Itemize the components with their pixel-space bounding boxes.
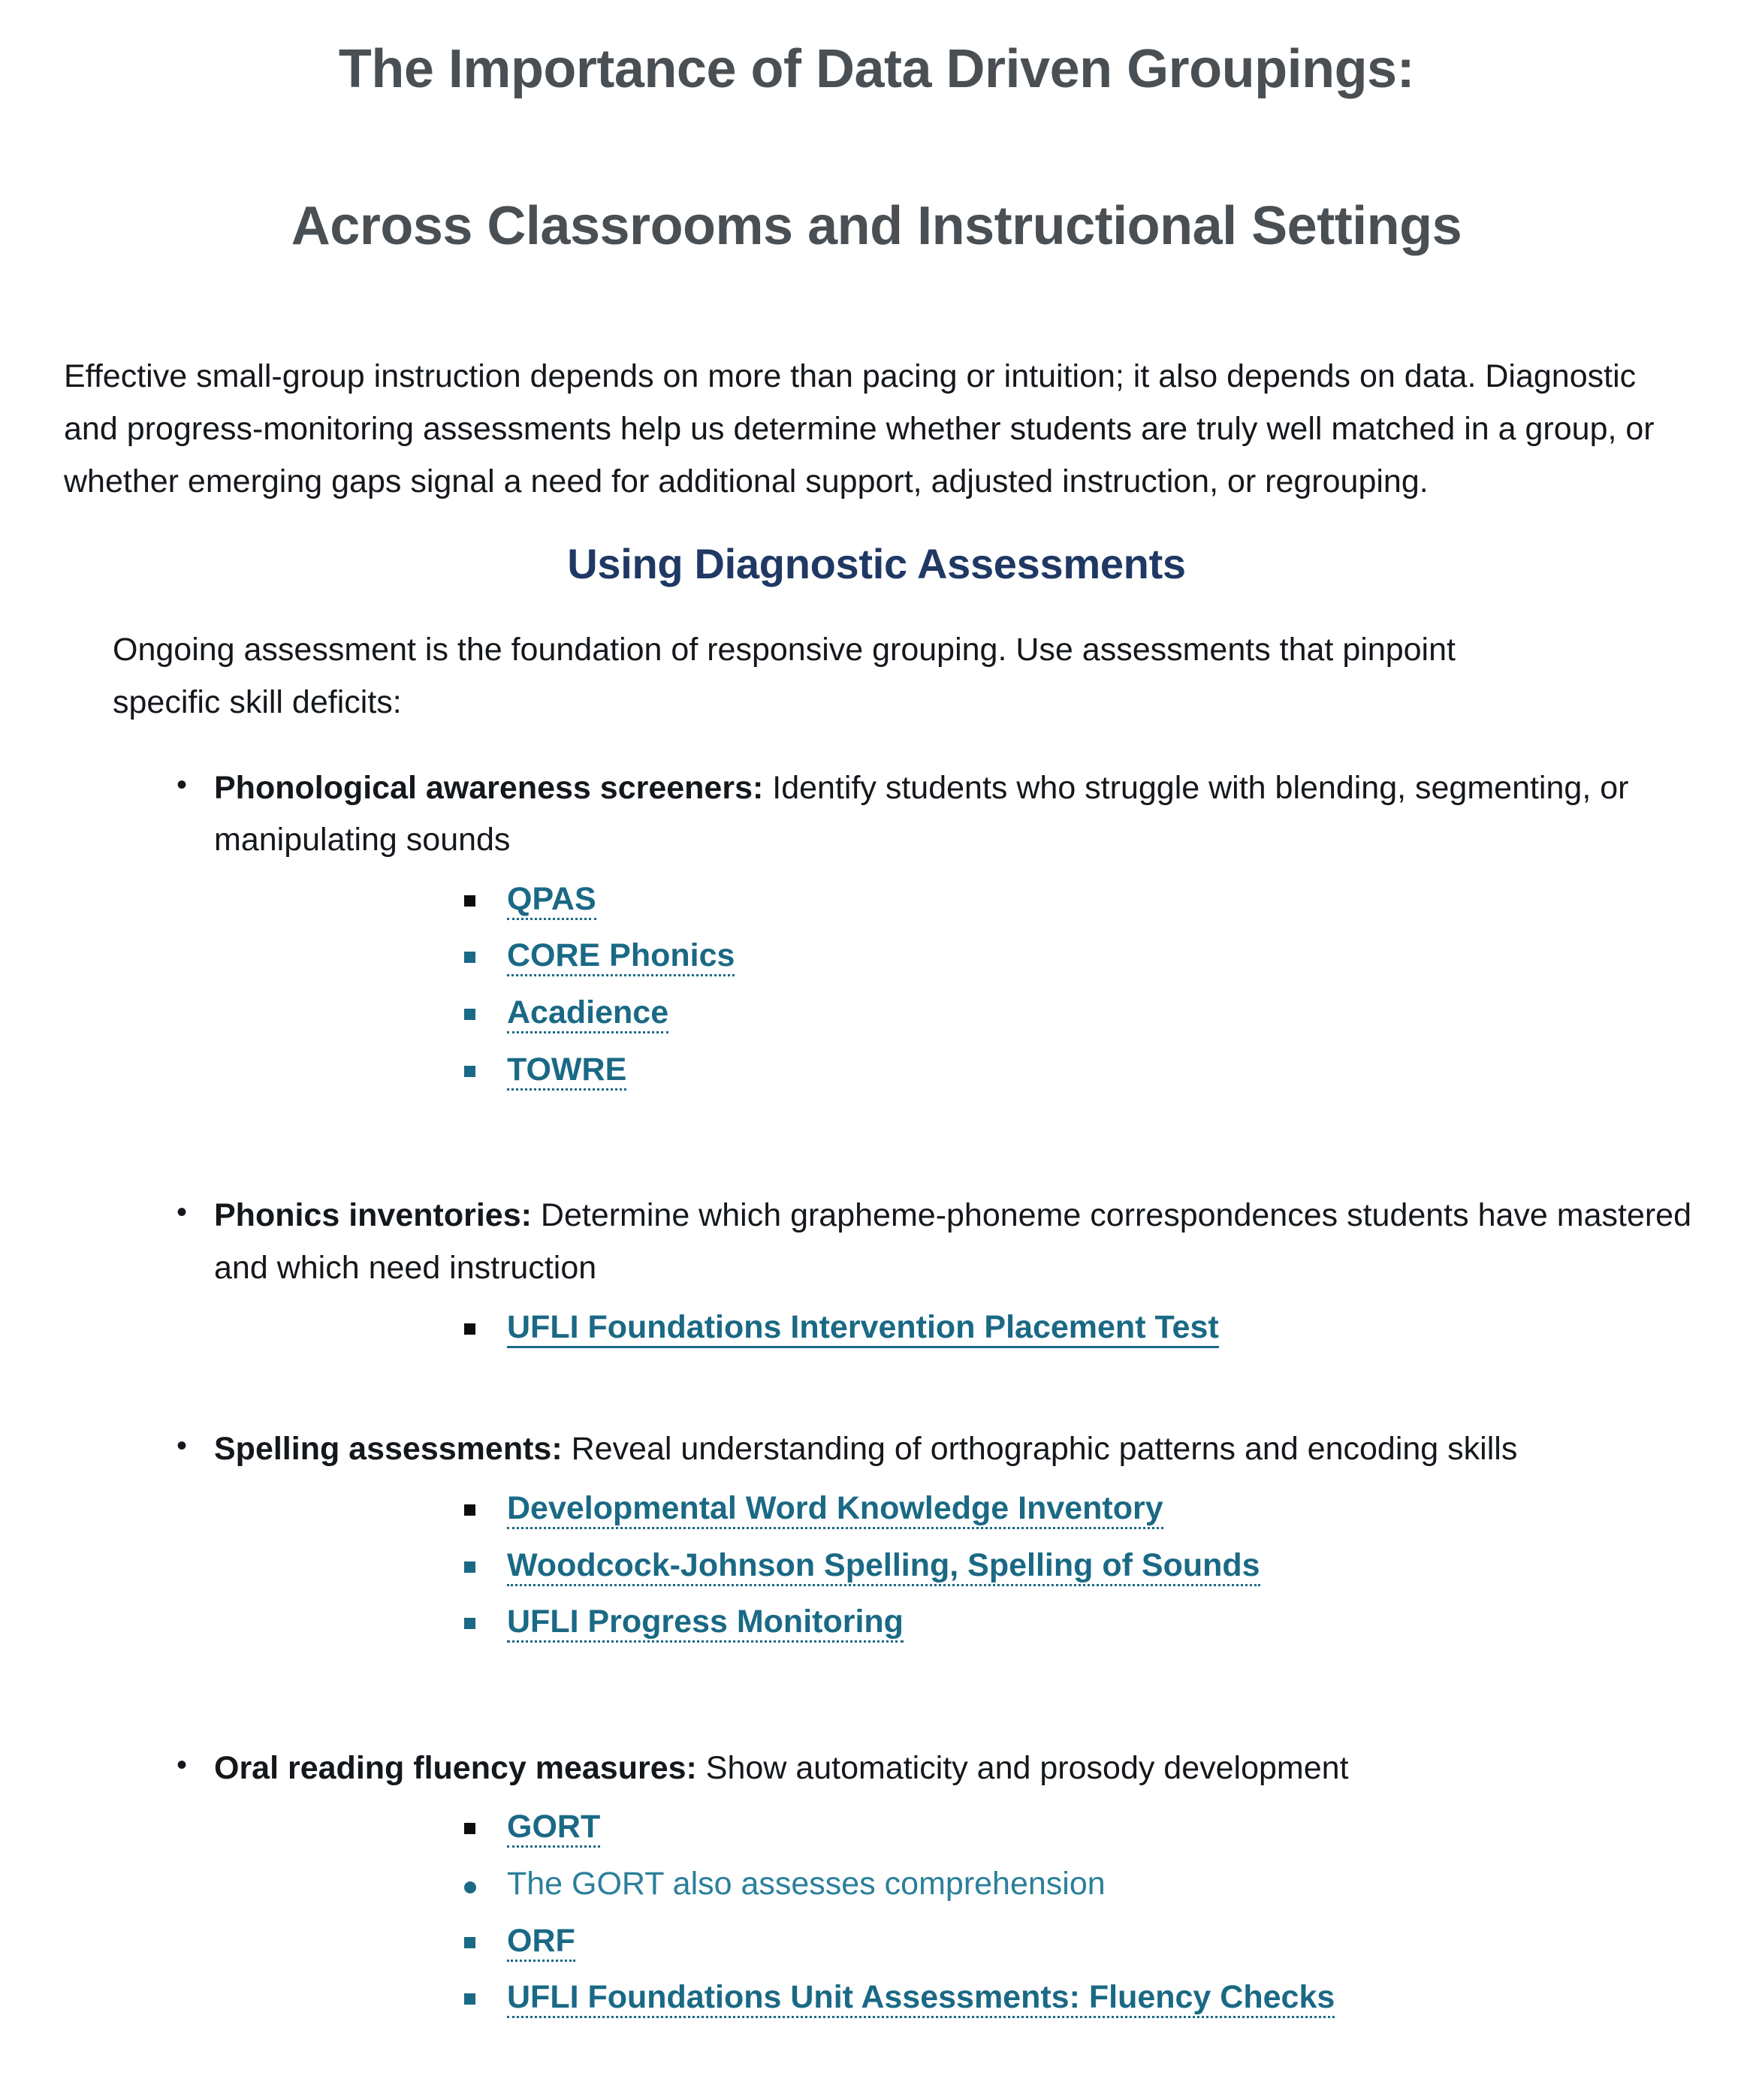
assessment-link[interactable]: Woodcock-Johnson Spelling, Spelling of Sounds [507, 1547, 1260, 1586]
assessment-link-item [214, 1917, 1753, 1966]
assessment-bullet-text: Determine which grapheme-phoneme correspondences students have mastered and which need instruction [214, 1197, 1692, 1286]
assessment-sublist [214, 1485, 1753, 1646]
assessment-bullet [0, 1742, 1753, 2100]
section-lead-paragraph: Ongoing assessment is the foundation of responsive grouping. Use assessments that pinpoint specific skill deficits: [113, 632, 1456, 720]
assessment-bullet [0, 1423, 1753, 1709]
assessment-bullet-label: Spelling assessments: [214, 1431, 563, 1468]
assessment-note: The GORT also assesses comprehension [507, 1866, 1106, 1902]
assessment-bullet-label: Phonological awareness screeners: [214, 769, 764, 806]
assessment-link-item [214, 1598, 1753, 1646]
assessment-link[interactable]: UFLI Progress Monitoring [507, 1604, 904, 1643]
assessment-sublist [214, 1803, 1753, 2022]
assessment-bullet-text: Show automaticity and prosody development [696, 1749, 1349, 1786]
assessment-link[interactable]: ORF [507, 1923, 575, 1962]
assessment-link-item [214, 1485, 1753, 1533]
assessment-link[interactable]: UFLI Foundations Unit Assessments: Fluency Checks [507, 1979, 1335, 2018]
page-title: The Importance of Data Driven Groupings: [338, 39, 1415, 99]
assessment-link-item [214, 989, 1753, 1037]
assessment-link-item [214, 1304, 1753, 1352]
assessment-link-item [214, 1803, 1753, 1851]
intro-paragraph: Effective small-group instruction depends on more than pacing or intuition; it also depends on data. Diagnostic and progress-monitoring assessments help us determine whether students are truly well matched in a group, or whether emerging gaps signal a need for additional support, adjusted instruction, or regrouping. [64, 358, 1655, 499]
list-spacer [214, 1646, 1753, 1709]
assessment-bullet [0, 762, 1753, 1157]
list-spacer [214, 1094, 1753, 1157]
list-spacer [214, 2022, 1753, 2100]
title-block [0, 0, 1753, 256]
assessment-link-item [214, 1974, 1753, 2022]
assessment-sublist [214, 1304, 1753, 1352]
assessment-bullet-label: Phonics inventories: [214, 1197, 532, 1234]
assessment-link[interactable]: GORT [507, 1809, 600, 1848]
assessment-link[interactable]: CORE Phonics [507, 937, 735, 976]
section-heading: Using Diagnostic Assessments [567, 540, 1186, 588]
assessment-bullet-text: Reveal understanding of orthographic patterns and encoding skills [562, 1431, 1518, 1468]
assessment-link-item [214, 876, 1753, 924]
assessment-link-item [214, 932, 1753, 980]
assessment-link[interactable]: UFLI Foundations Intervention Placement Test [507, 1309, 1219, 1348]
assessment-note-item [214, 1860, 1753, 1908]
assessment-link[interactable]: Acadience [507, 994, 668, 1033]
assessment-bullet [0, 1190, 1753, 1390]
assessment-bullet-label: Oral reading fluency measures: [214, 1749, 697, 1786]
assessment-link[interactable]: TOWRE [507, 1052, 626, 1091]
assessment-link[interactable]: Developmental Word Knowledge Inventory [507, 1490, 1163, 1529]
page-subtitle: Across Classrooms and Instructional Settings [291, 195, 1462, 256]
assessment-bullet-text: Identify students who struggle with blending, segmenting, or manipulating sounds [214, 769, 1629, 858]
list-spacer [214, 1351, 1753, 1390]
assessment-link-item [214, 1542, 1753, 1590]
assessment-list [0, 762, 1753, 2100]
assessment-sublist [214, 876, 1753, 1094]
assessment-link-item [214, 1046, 1753, 1094]
assessment-link[interactable]: QPAS [507, 881, 596, 920]
